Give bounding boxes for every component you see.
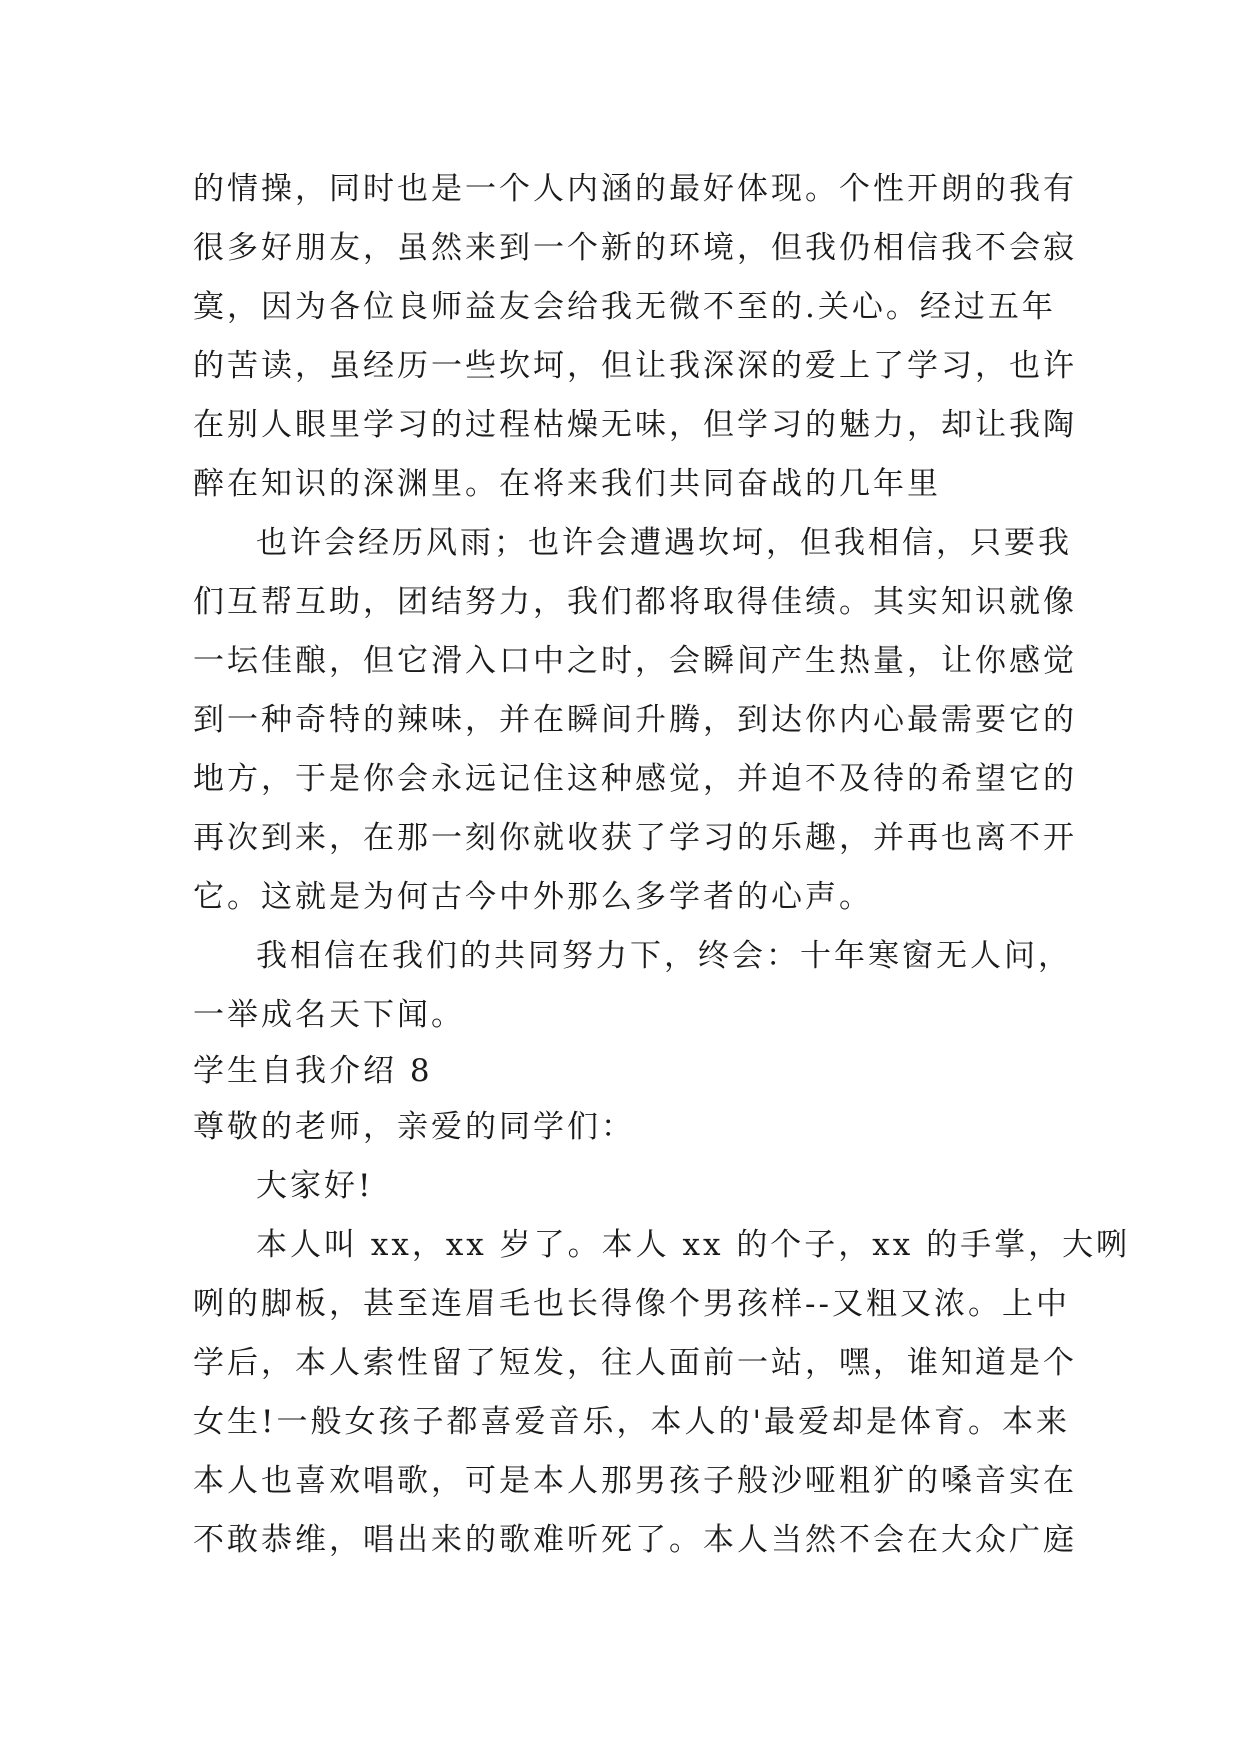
section-heading: 学生自我介绍 8 [193, 1053, 433, 1089]
greeting-line: 大家好! [256, 1168, 374, 1204]
text-line: 本人也喜欢唱歌，可是本人那男孩子般沙哑粗犷的嗓音实在 [193, 1463, 1077, 1499]
text-line: 它。这就是为何古今中外那么多学者的心声。 [193, 879, 873, 915]
text-line: 一举成名天下闻。 [193, 997, 465, 1033]
text-line: 醉在知识的深渊里。在将来我们共同奋战的几年里 [193, 466, 941, 502]
text-line: 们互帮互助，团结努力，我们都将取得佳绩。其实知识就像 [193, 584, 1077, 620]
text-line: 一坛佳酿，但它滑入口中之时，会瞬间产生热量，让你感觉 [193, 643, 1077, 679]
text-line: 再次到来，在那一刻你就收获了学习的乐趣，并再也离不开 [193, 820, 1077, 856]
text-line: 寞，因为各位良师益友会给我无微不至的.关心。经过五年 [193, 289, 1056, 325]
text-line: 的情操，同时也是一个人内涵的最好体现。个性开朗的我有 [193, 171, 1077, 207]
text-line: 很多好朋友，虽然来到一个新的环境，但我仍相信我不会寂 [193, 230, 1077, 266]
paragraph-start-line: 本人叫 xx，xx 岁了。本人 xx 的个子，xx 的手掌，大咧 [256, 1227, 1131, 1263]
text-line: 学后，本人索性留了短发，往人面前一站，嘿，谁知道是个 [193, 1345, 1077, 1381]
text-line: 到一种奇特的辣味，并在瞬间升腾，到达你内心最需要它的 [193, 702, 1077, 738]
document-body [193, 160, 1131, 1570]
text-line: 不敢恭维，唱出来的歌难听死了。本人当然不会在大众广庭 [193, 1522, 1077, 1558]
paragraph-start-line: 也许会经历风雨；也许会遭遇坎坷，但我相信，只要我 [256, 525, 1072, 561]
paragraph-start-line: 我相信在我们的共同努力下，终会：十年寒窗无人问， [256, 938, 1072, 974]
text-line: 咧的脚板，甚至连眉毛也长得像个男孩样--又粗又浓。上中 [193, 1286, 1070, 1322]
text-line: 的苦读，虽经历一些坎坷，但让我深深的爱上了学习，也许 [193, 348, 1077, 384]
text-line: 在别人眼里学习的过程枯燥无味，但学习的魅力，却让我陶 [193, 407, 1077, 443]
text-line: 地方，于是你会永远记住这种感觉，并迫不及待的希望它的 [193, 761, 1077, 797]
salutation-line: 尊敬的老师，亲爱的同学们： [193, 1109, 635, 1145]
text-line: 女生!一般女孩子都喜爱音乐，本人的'最爱却是体育。本来 [193, 1404, 1070, 1440]
